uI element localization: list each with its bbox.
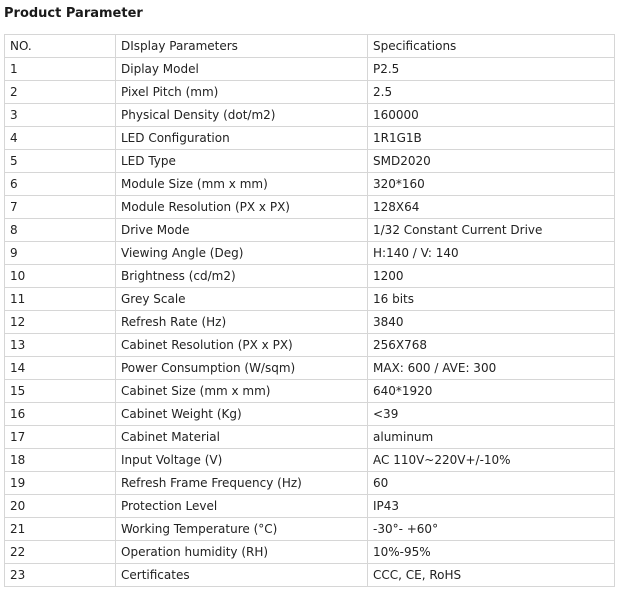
cell-specification: <39 <box>368 403 615 426</box>
table-row <box>5 311 615 334</box>
cell-no: 8 <box>5 219 116 242</box>
cell-specification: -30°- +60° <box>368 518 615 541</box>
cell-no: 13 <box>5 334 116 357</box>
cell-parameter: Grey Scale <box>116 288 368 311</box>
table-row <box>5 242 615 265</box>
cell-parameter: Cabinet Size (mm x mm) <box>116 380 368 403</box>
cell-specification: P2.5 <box>368 58 615 81</box>
cell-no: 22 <box>5 541 116 564</box>
cell-no: 17 <box>5 426 116 449</box>
cell-no: 6 <box>5 173 116 196</box>
cell-specification: IP43 <box>368 495 615 518</box>
cell-no: 18 <box>5 449 116 472</box>
cell-no: 19 <box>5 472 116 495</box>
cell-no: 3 <box>5 104 116 127</box>
cell-no: 14 <box>5 357 116 380</box>
cell-specification: 16 bits <box>368 288 615 311</box>
table-row <box>5 472 615 495</box>
page-title: Product Parameter <box>4 6 143 21</box>
cell-specification: aluminum <box>368 426 615 449</box>
table-row <box>5 219 615 242</box>
table-row <box>5 564 615 587</box>
cell-parameter: Refresh Frame Frequency (Hz) <box>116 472 368 495</box>
cell-parameter: Module Resolution (PX x PX) <box>116 196 368 219</box>
cell-parameter: Diplay Model <box>116 58 368 81</box>
cell-parameter: Cabinet Weight (Kg) <box>116 403 368 426</box>
cell-specification: 640*1920 <box>368 380 615 403</box>
cell-parameter: Brightness (cd/m2) <box>116 265 368 288</box>
cell-specification: 10%-95% <box>368 541 615 564</box>
table-row <box>5 104 615 127</box>
cell-parameter: LED Configuration <box>116 127 368 150</box>
cell-no: 9 <box>5 242 116 265</box>
column-header-no: NO. <box>5 35 116 58</box>
cell-no: 23 <box>5 564 116 587</box>
cell-specification: H:140 / V: 140 <box>368 242 615 265</box>
cell-no: 16 <box>5 403 116 426</box>
product-parameter-table <box>4 34 615 587</box>
cell-specification: 320*160 <box>368 173 615 196</box>
table-row <box>5 81 615 104</box>
table-row <box>5 541 615 564</box>
table-body <box>5 58 615 587</box>
table-row <box>5 127 615 150</box>
table-row <box>5 518 615 541</box>
table-row <box>5 173 615 196</box>
cell-no: 20 <box>5 495 116 518</box>
table-row <box>5 426 615 449</box>
cell-parameter: Certificates <box>116 564 368 587</box>
cell-no: 7 <box>5 196 116 219</box>
cell-parameter: Working Temperature (°C) <box>116 518 368 541</box>
cell-no: 11 <box>5 288 116 311</box>
table-row <box>5 495 615 518</box>
cell-specification: 60 <box>368 472 615 495</box>
cell-no: 21 <box>5 518 116 541</box>
table-row <box>5 449 615 472</box>
cell-specification: MAX: 600 / AVE: 300 <box>368 357 615 380</box>
cell-parameter: Protection Level <box>116 495 368 518</box>
cell-parameter: Viewing Angle (Deg) <box>116 242 368 265</box>
table-row <box>5 288 615 311</box>
table-row <box>5 380 615 403</box>
cell-specification: 2.5 <box>368 81 615 104</box>
table-row <box>5 357 615 380</box>
cell-parameter: Cabinet Material <box>116 426 368 449</box>
cell-specification: 128X64 <box>368 196 615 219</box>
cell-parameter: Power Consumption (W/sqm) <box>116 357 368 380</box>
cell-parameter: Module Size (mm x mm) <box>116 173 368 196</box>
cell-specification: 256X768 <box>368 334 615 357</box>
cell-specification: AC 110V~220V+/-10% <box>368 449 615 472</box>
cell-specification: 3840 <box>368 311 615 334</box>
cell-parameter: LED Type <box>116 150 368 173</box>
cell-specification: 1R1G1B <box>368 127 615 150</box>
table-row <box>5 58 615 81</box>
cell-parameter: Refresh Rate (Hz) <box>116 311 368 334</box>
cell-specification: CCC, CE, RoHS <box>368 564 615 587</box>
cell-parameter: Operation humidity (RH) <box>116 541 368 564</box>
cell-no: 4 <box>5 127 116 150</box>
cell-no: 12 <box>5 311 116 334</box>
table-row <box>5 196 615 219</box>
cell-specification: 1/32 Constant Current Drive <box>368 219 615 242</box>
column-header-parameters: DIsplay Parameters <box>116 35 368 58</box>
cell-no: 2 <box>5 81 116 104</box>
cell-parameter: Pixel Pitch (mm) <box>116 81 368 104</box>
cell-no: 15 <box>5 380 116 403</box>
cell-parameter: Drive Mode <box>116 219 368 242</box>
table-row <box>5 403 615 426</box>
column-header-specifications: Specifications <box>368 35 615 58</box>
cell-parameter: Physical Density (dot/m2) <box>116 104 368 127</box>
cell-no: 5 <box>5 150 116 173</box>
cell-no: 10 <box>5 265 116 288</box>
cell-parameter: Cabinet Resolution (PX x PX) <box>116 334 368 357</box>
table-row <box>5 265 615 288</box>
cell-parameter: Input Voltage (V) <box>116 449 368 472</box>
cell-specification: SMD2020 <box>368 150 615 173</box>
cell-no: 1 <box>5 58 116 81</box>
table-row <box>5 150 615 173</box>
table-row <box>5 334 615 357</box>
cell-specification: 160000 <box>368 104 615 127</box>
cell-specification: 1200 <box>368 265 615 288</box>
table-header-row <box>5 35 615 58</box>
